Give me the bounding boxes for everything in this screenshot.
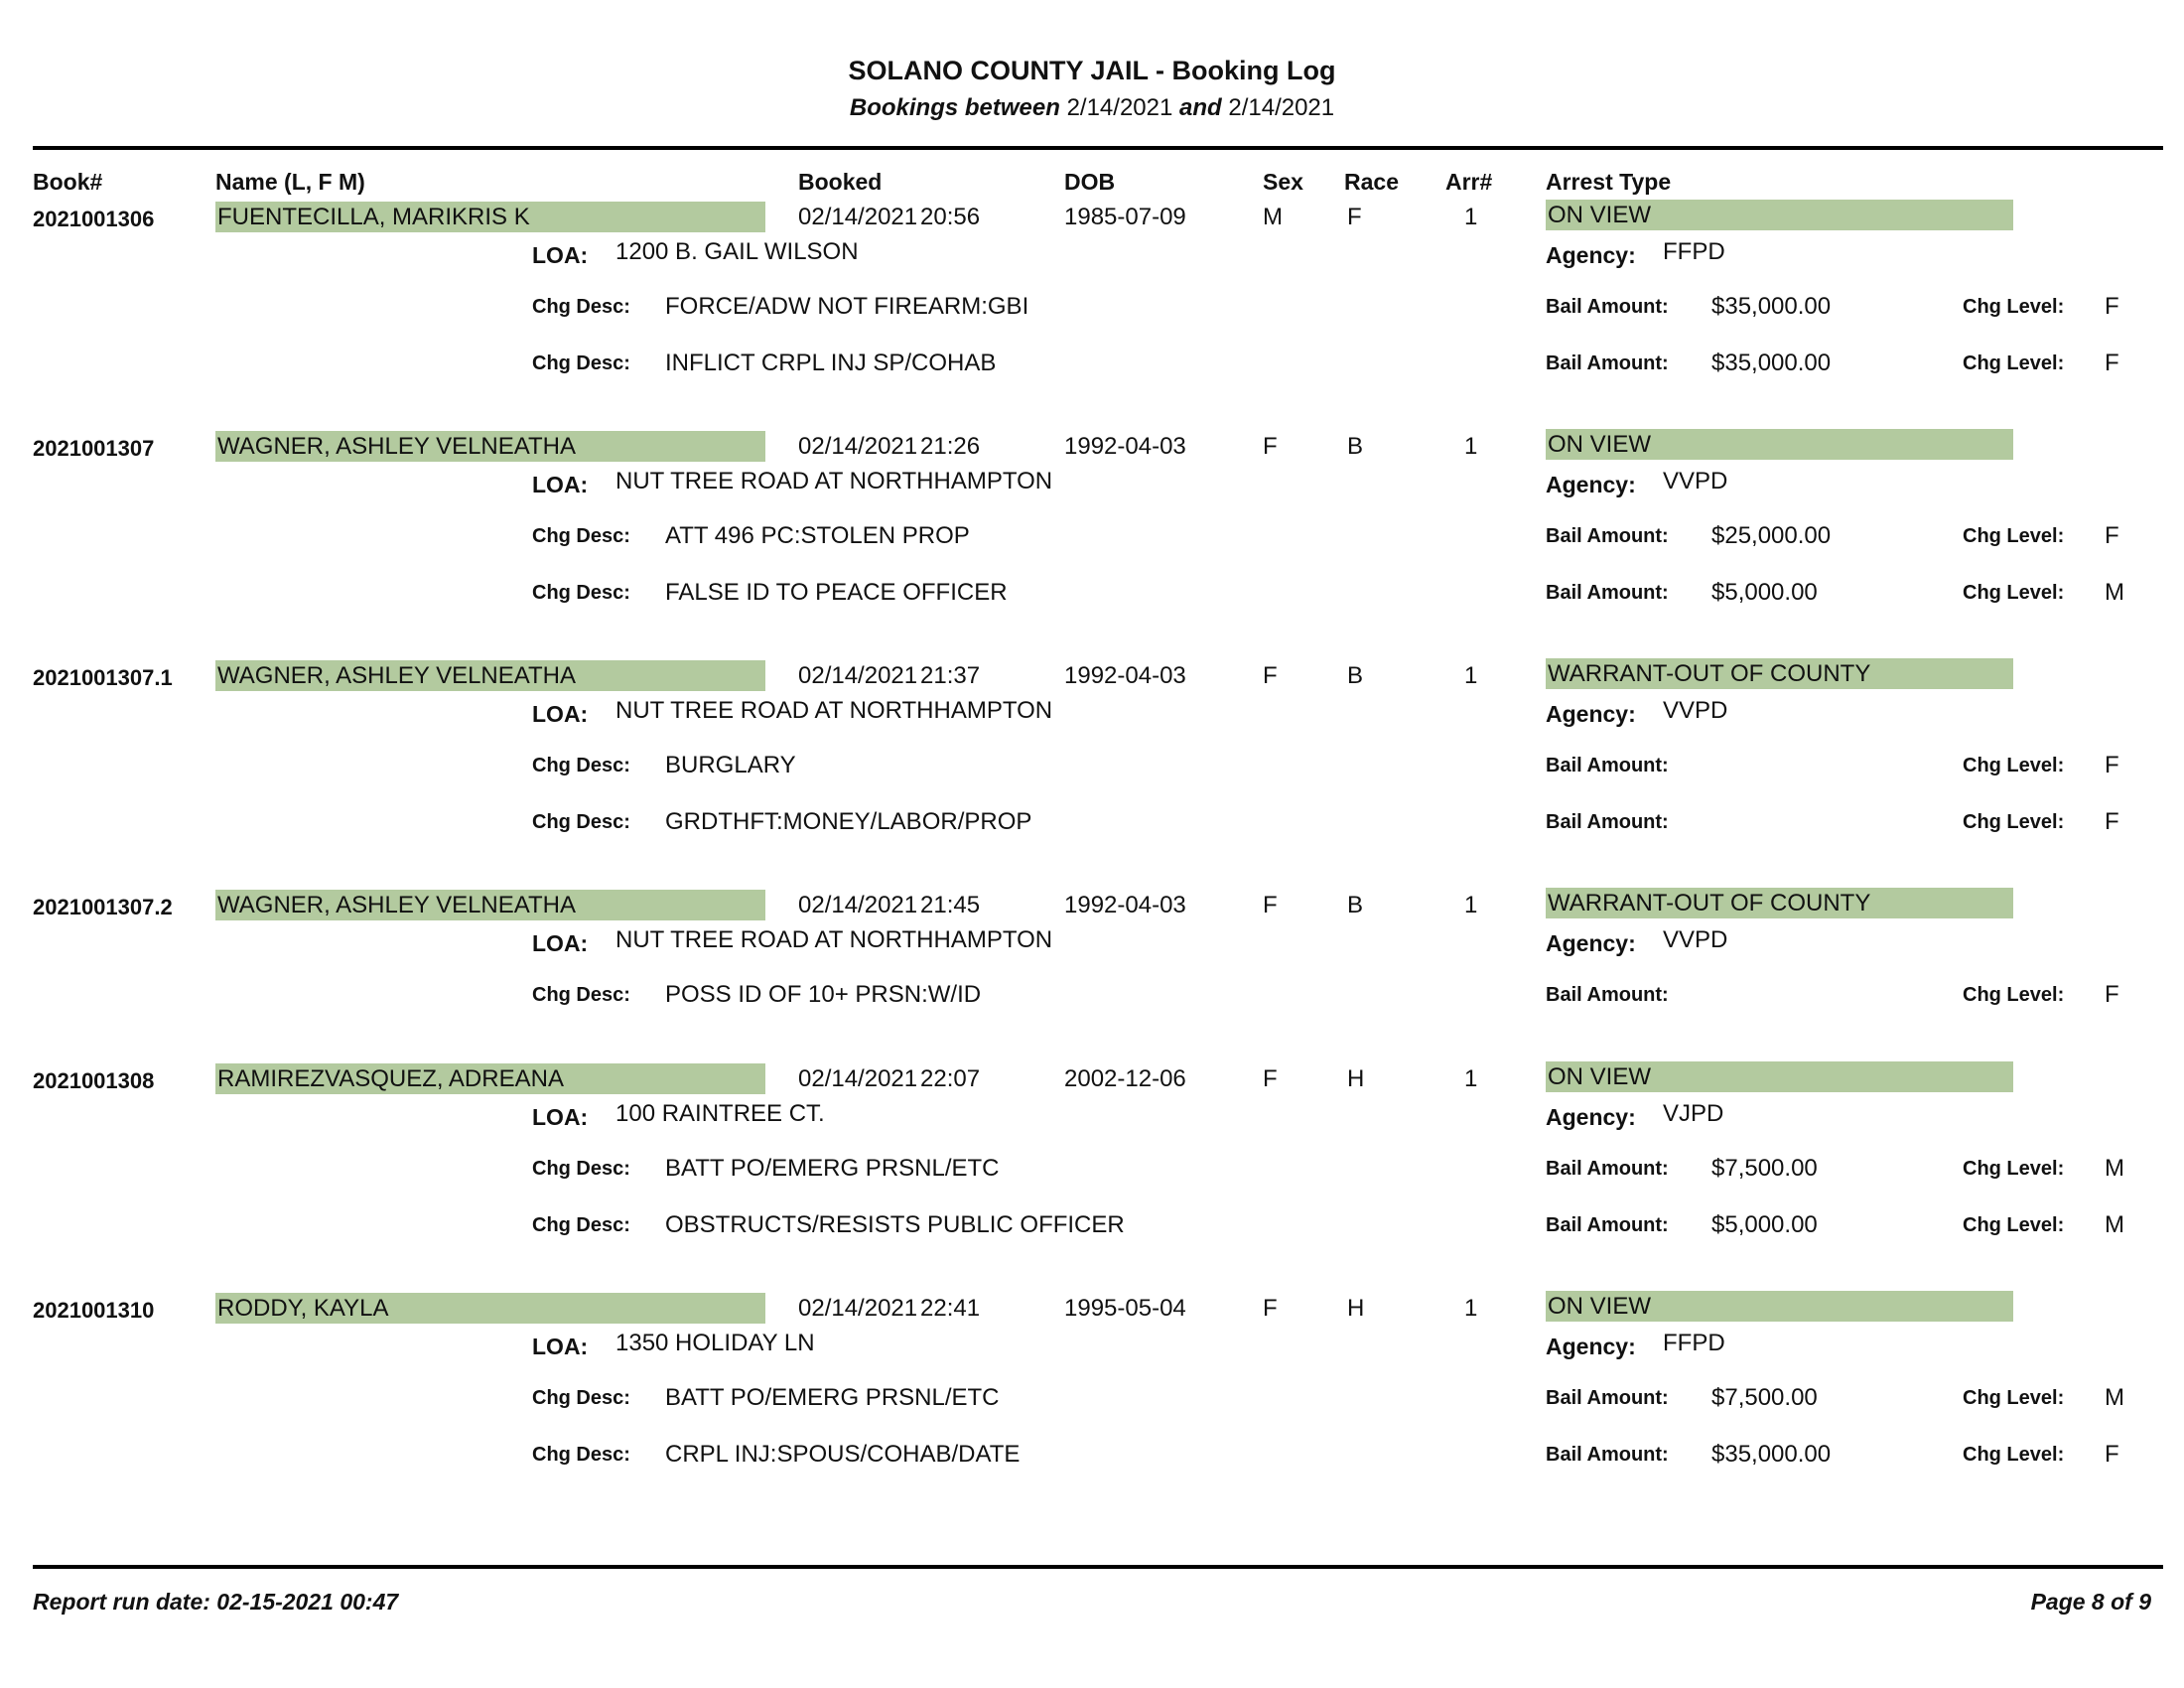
- chg-desc-label: Chg Desc:: [532, 811, 630, 833]
- bail-amount-label: Bail Amount:: [1546, 1387, 1669, 1409]
- charge-description: BURGLARY: [665, 752, 796, 778]
- charge-description: CRPL INJ:SPOUS/COHAB/DATE: [665, 1441, 1021, 1468]
- loa-value: NUT TREE ROAD AT NORTHHAMPTON: [615, 468, 1053, 494]
- sex-value: F: [1263, 892, 1278, 918]
- agency-value: VJPD: [1663, 1100, 1724, 1127]
- agency-value: VVPD: [1663, 926, 1728, 953]
- inmate-name: WAGNER, ASHLEY VELNEATHA: [215, 431, 765, 462]
- bail-amount-value: $7,500.00: [1711, 1155, 1818, 1182]
- booked-date: 02/14/2021: [798, 1295, 918, 1322]
- charge-description: BATT PO/EMERG PRSNL/ETC: [665, 1384, 1000, 1411]
- start-date: 2/14/2021: [1066, 94, 1173, 121]
- agency-label: Agency:: [1546, 1334, 1636, 1359]
- booked-time: 22:41: [920, 1295, 981, 1322]
- page-number: Page 8 of 9: [2030, 1589, 2151, 1615]
- loa-value: 1350 HOLIDAY LN: [615, 1330, 815, 1356]
- chg-desc-label: Chg Desc:: [532, 352, 630, 374]
- sex-value: M: [1263, 204, 1283, 230]
- chg-desc-label: Chg Desc:: [532, 1158, 630, 1180]
- bail-amount-label: Bail Amount:: [1546, 1158, 1669, 1180]
- agency-label: Agency:: [1546, 930, 1636, 956]
- charge-level-value: M: [2105, 1211, 2124, 1238]
- chg-level-label: Chg Level:: [1963, 1444, 2065, 1466]
- arrest-type: WARRANT-OUT OF COUNTY: [1546, 888, 2013, 918]
- loa-value: 1200 B. GAIL WILSON: [615, 238, 859, 265]
- booked-time: 20:56: [920, 204, 981, 230]
- charge-description: ATT 496 PC:STOLEN PROP: [665, 522, 970, 549]
- footer-divider: [33, 1565, 2163, 1569]
- charge-level-value: F: [2105, 293, 2119, 320]
- agency-label: Agency:: [1546, 472, 1636, 497]
- arrest-type: ON VIEW: [1546, 429, 2013, 460]
- dob-value: 1995-05-04: [1064, 1295, 1186, 1322]
- loa-label: LOA:: [532, 472, 589, 497]
- bail-amount-value: $35,000.00: [1711, 293, 1832, 320]
- sex-value: F: [1263, 1295, 1278, 1322]
- subtitle-and: and: [1179, 94, 1222, 121]
- loa-value: 100 RAINTREE CT.: [615, 1100, 825, 1127]
- charge-level-value: F: [2105, 981, 2119, 1008]
- charge-description: OBSTRUCTS/RESISTS PUBLIC OFFICER: [665, 1211, 1125, 1238]
- col-header-race: Race: [1344, 169, 1399, 195]
- charge-level-value: F: [2105, 808, 2119, 835]
- race-value: B: [1347, 662, 1364, 689]
- report-subtitle: [0, 94, 2184, 122]
- bail-amount-label: Bail Amount:: [1546, 1444, 1669, 1466]
- inmate-name: FUENTECILLA, MARIKRIS K: [215, 202, 765, 232]
- booked-date: 02/14/2021: [798, 433, 918, 460]
- chg-level-label: Chg Level:: [1963, 296, 2065, 318]
- booking-record: [0, 1063, 2184, 1292]
- report-run-date: Report run date: 02-15-2021 00:47: [33, 1589, 399, 1615]
- chg-desc-label: Chg Desc:: [532, 755, 630, 776]
- booked-date: 02/14/2021: [798, 204, 918, 230]
- chg-desc-label: Chg Desc:: [532, 984, 630, 1006]
- book-number: 2021001307.1: [33, 665, 173, 690]
- booked-time: 21:26: [920, 433, 981, 460]
- col-header-book: Book#: [33, 169, 103, 195]
- agency-value: VVPD: [1663, 468, 1728, 494]
- loa-label: LOA:: [532, 1104, 589, 1130]
- charge-level-value: F: [2105, 752, 2119, 778]
- arrest-type: ON VIEW: [1546, 200, 2013, 230]
- bail-amount-value: $35,000.00: [1711, 1441, 1832, 1468]
- chg-desc-label: Chg Desc:: [532, 582, 630, 604]
- bail-amount-label: Bail Amount:: [1546, 525, 1669, 547]
- bail-amount-label: Bail Amount:: [1546, 352, 1669, 374]
- agency-label: Agency:: [1546, 1104, 1636, 1130]
- bail-amount-label: Bail Amount:: [1546, 296, 1669, 318]
- chg-level-label: Chg Level:: [1963, 582, 2065, 604]
- agency-label: Agency:: [1546, 242, 1636, 268]
- bail-amount-label: Bail Amount:: [1546, 755, 1669, 776]
- arrest-number: 1: [1464, 1295, 1478, 1322]
- bail-amount-label: Bail Amount:: [1546, 1214, 1669, 1236]
- subtitle-prefix: Bookings between: [849, 94, 1060, 121]
- inmate-name: WAGNER, ASHLEY VELNEATHA: [215, 660, 765, 691]
- booked-time: 21:45: [920, 892, 981, 918]
- dob-value: 1992-04-03: [1064, 662, 1186, 689]
- sex-value: F: [1263, 433, 1278, 460]
- bail-amount-value: $7,500.00: [1711, 1384, 1818, 1411]
- charge-level-value: M: [2105, 1384, 2124, 1411]
- booked-time: 22:07: [920, 1065, 981, 1092]
- col-header-arrest-type: Arrest Type: [1546, 169, 1672, 195]
- charge-description: FALSE ID TO PEACE OFFICER: [665, 579, 1008, 606]
- charge-level-value: M: [2105, 579, 2124, 606]
- loa-label: LOA:: [532, 1334, 589, 1359]
- charge-level-value: M: [2105, 1155, 2124, 1182]
- bail-amount-label: Bail Amount:: [1546, 811, 1669, 833]
- chg-desc-label: Chg Desc:: [532, 296, 630, 318]
- booking-record: [0, 431, 2184, 659]
- bail-amount-value: $35,000.00: [1711, 350, 1832, 376]
- loa-value: NUT TREE ROAD AT NORTHHAMPTON: [615, 697, 1053, 724]
- loa-label: LOA:: [532, 242, 589, 268]
- arrest-type: ON VIEW: [1546, 1291, 2013, 1322]
- arrest-number: 1: [1464, 204, 1478, 230]
- charge-description: INFLICT CRPL INJ SP/COHAB: [665, 350, 997, 376]
- col-header-dob: DOB: [1064, 169, 1116, 195]
- chg-level-label: Chg Level:: [1963, 352, 2065, 374]
- arrest-type: ON VIEW: [1546, 1061, 2013, 1092]
- chg-level-label: Chg Level:: [1963, 1387, 2065, 1409]
- charge-description: POSS ID OF 10+ PRSN:W/ID: [665, 981, 982, 1008]
- arrest-number: 1: [1464, 892, 1478, 918]
- col-header-sex: Sex: [1263, 169, 1303, 195]
- sex-value: F: [1263, 662, 1278, 689]
- booking-record: [0, 202, 2184, 430]
- agency-value: FFPD: [1663, 238, 1725, 265]
- race-value: F: [1347, 204, 1362, 230]
- charge-description: GRDTHFT:MONEY/LABOR/PROP: [665, 808, 1032, 835]
- chg-level-label: Chg Level:: [1963, 525, 2065, 547]
- charge-level-value: F: [2105, 1441, 2119, 1468]
- inmate-name: RODDY, KAYLA: [215, 1293, 765, 1324]
- book-number: 2021001310: [33, 1298, 155, 1323]
- dob-value: 2002-12-06: [1064, 1065, 1186, 1092]
- dob-value: 1992-04-03: [1064, 892, 1186, 918]
- sex-value: F: [1263, 1065, 1278, 1092]
- charge-description: BATT PO/EMERG PRSNL/ETC: [665, 1155, 1000, 1182]
- col-header-booked: Booked: [798, 169, 883, 195]
- race-value: B: [1347, 892, 1364, 918]
- arrest-number: 1: [1464, 662, 1478, 689]
- bail-amount-label: Bail Amount:: [1546, 582, 1669, 604]
- booking-record: [0, 660, 2184, 889]
- loa-label: LOA:: [532, 930, 589, 956]
- chg-desc-label: Chg Desc:: [532, 1444, 630, 1466]
- agency-label: Agency:: [1546, 701, 1636, 727]
- bail-amount-value: $5,000.00: [1711, 579, 1818, 606]
- booked-date: 02/14/2021: [798, 892, 918, 918]
- book-number: 2021001306: [33, 207, 155, 231]
- chg-desc-label: Chg Desc:: [532, 1214, 630, 1236]
- chg-desc-label: Chg Desc:: [532, 1387, 630, 1409]
- end-date: 2/14/2021: [1228, 94, 1335, 121]
- charge-description: FORCE/ADW NOT FIREARM:GBI: [665, 293, 1029, 320]
- bail-amount-label: Bail Amount:: [1546, 984, 1669, 1006]
- chg-level-label: Chg Level:: [1963, 984, 2065, 1006]
- report-title: SOLANO COUNTY JAIL - Booking Log: [848, 56, 1336, 85]
- dob-value: 1992-04-03: [1064, 433, 1186, 460]
- bail-amount-value: $5,000.00: [1711, 1211, 1818, 1238]
- race-value: B: [1347, 433, 1364, 460]
- arrest-number: 1: [1464, 433, 1478, 460]
- book-number: 2021001308: [33, 1068, 155, 1093]
- arrest-number: 1: [1464, 1065, 1478, 1092]
- charge-level-value: F: [2105, 522, 2119, 549]
- chg-desc-label: Chg Desc:: [532, 525, 630, 547]
- loa-label: LOA:: [532, 701, 589, 727]
- chg-level-label: Chg Level:: [1963, 811, 2065, 833]
- chg-level-label: Chg Level:: [1963, 755, 2065, 776]
- bail-amount-value: $25,000.00: [1711, 522, 1832, 549]
- loa-value: NUT TREE ROAD AT NORTHHAMPTON: [615, 926, 1053, 953]
- booked-date: 02/14/2021: [798, 662, 918, 689]
- agency-value: VVPD: [1663, 697, 1728, 724]
- agency-value: FFPD: [1663, 1330, 1725, 1356]
- chg-level-label: Chg Level:: [1963, 1214, 2065, 1236]
- charge-level-value: F: [2105, 350, 2119, 376]
- booking-record: [0, 1293, 2184, 1521]
- race-value: H: [1347, 1295, 1365, 1322]
- booked-date: 02/14/2021: [798, 1065, 918, 1092]
- book-number: 2021001307: [33, 436, 155, 461]
- chg-level-label: Chg Level:: [1963, 1158, 2065, 1180]
- booked-time: 21:37: [920, 662, 981, 689]
- inmate-name: WAGNER, ASHLEY VELNEATHA: [215, 890, 765, 920]
- inmate-name: RAMIREZVASQUEZ, ADREANA: [215, 1063, 765, 1094]
- book-number: 2021001307.2: [33, 895, 173, 919]
- col-header-name: Name (L, F M): [215, 169, 365, 195]
- dob-value: 1985-07-09: [1064, 204, 1186, 230]
- arrest-type: WARRANT-OUT OF COUNTY: [1546, 658, 2013, 689]
- header-divider: [33, 146, 2163, 150]
- col-header-arr: Arr#: [1445, 169, 1493, 195]
- race-value: H: [1347, 1065, 1365, 1092]
